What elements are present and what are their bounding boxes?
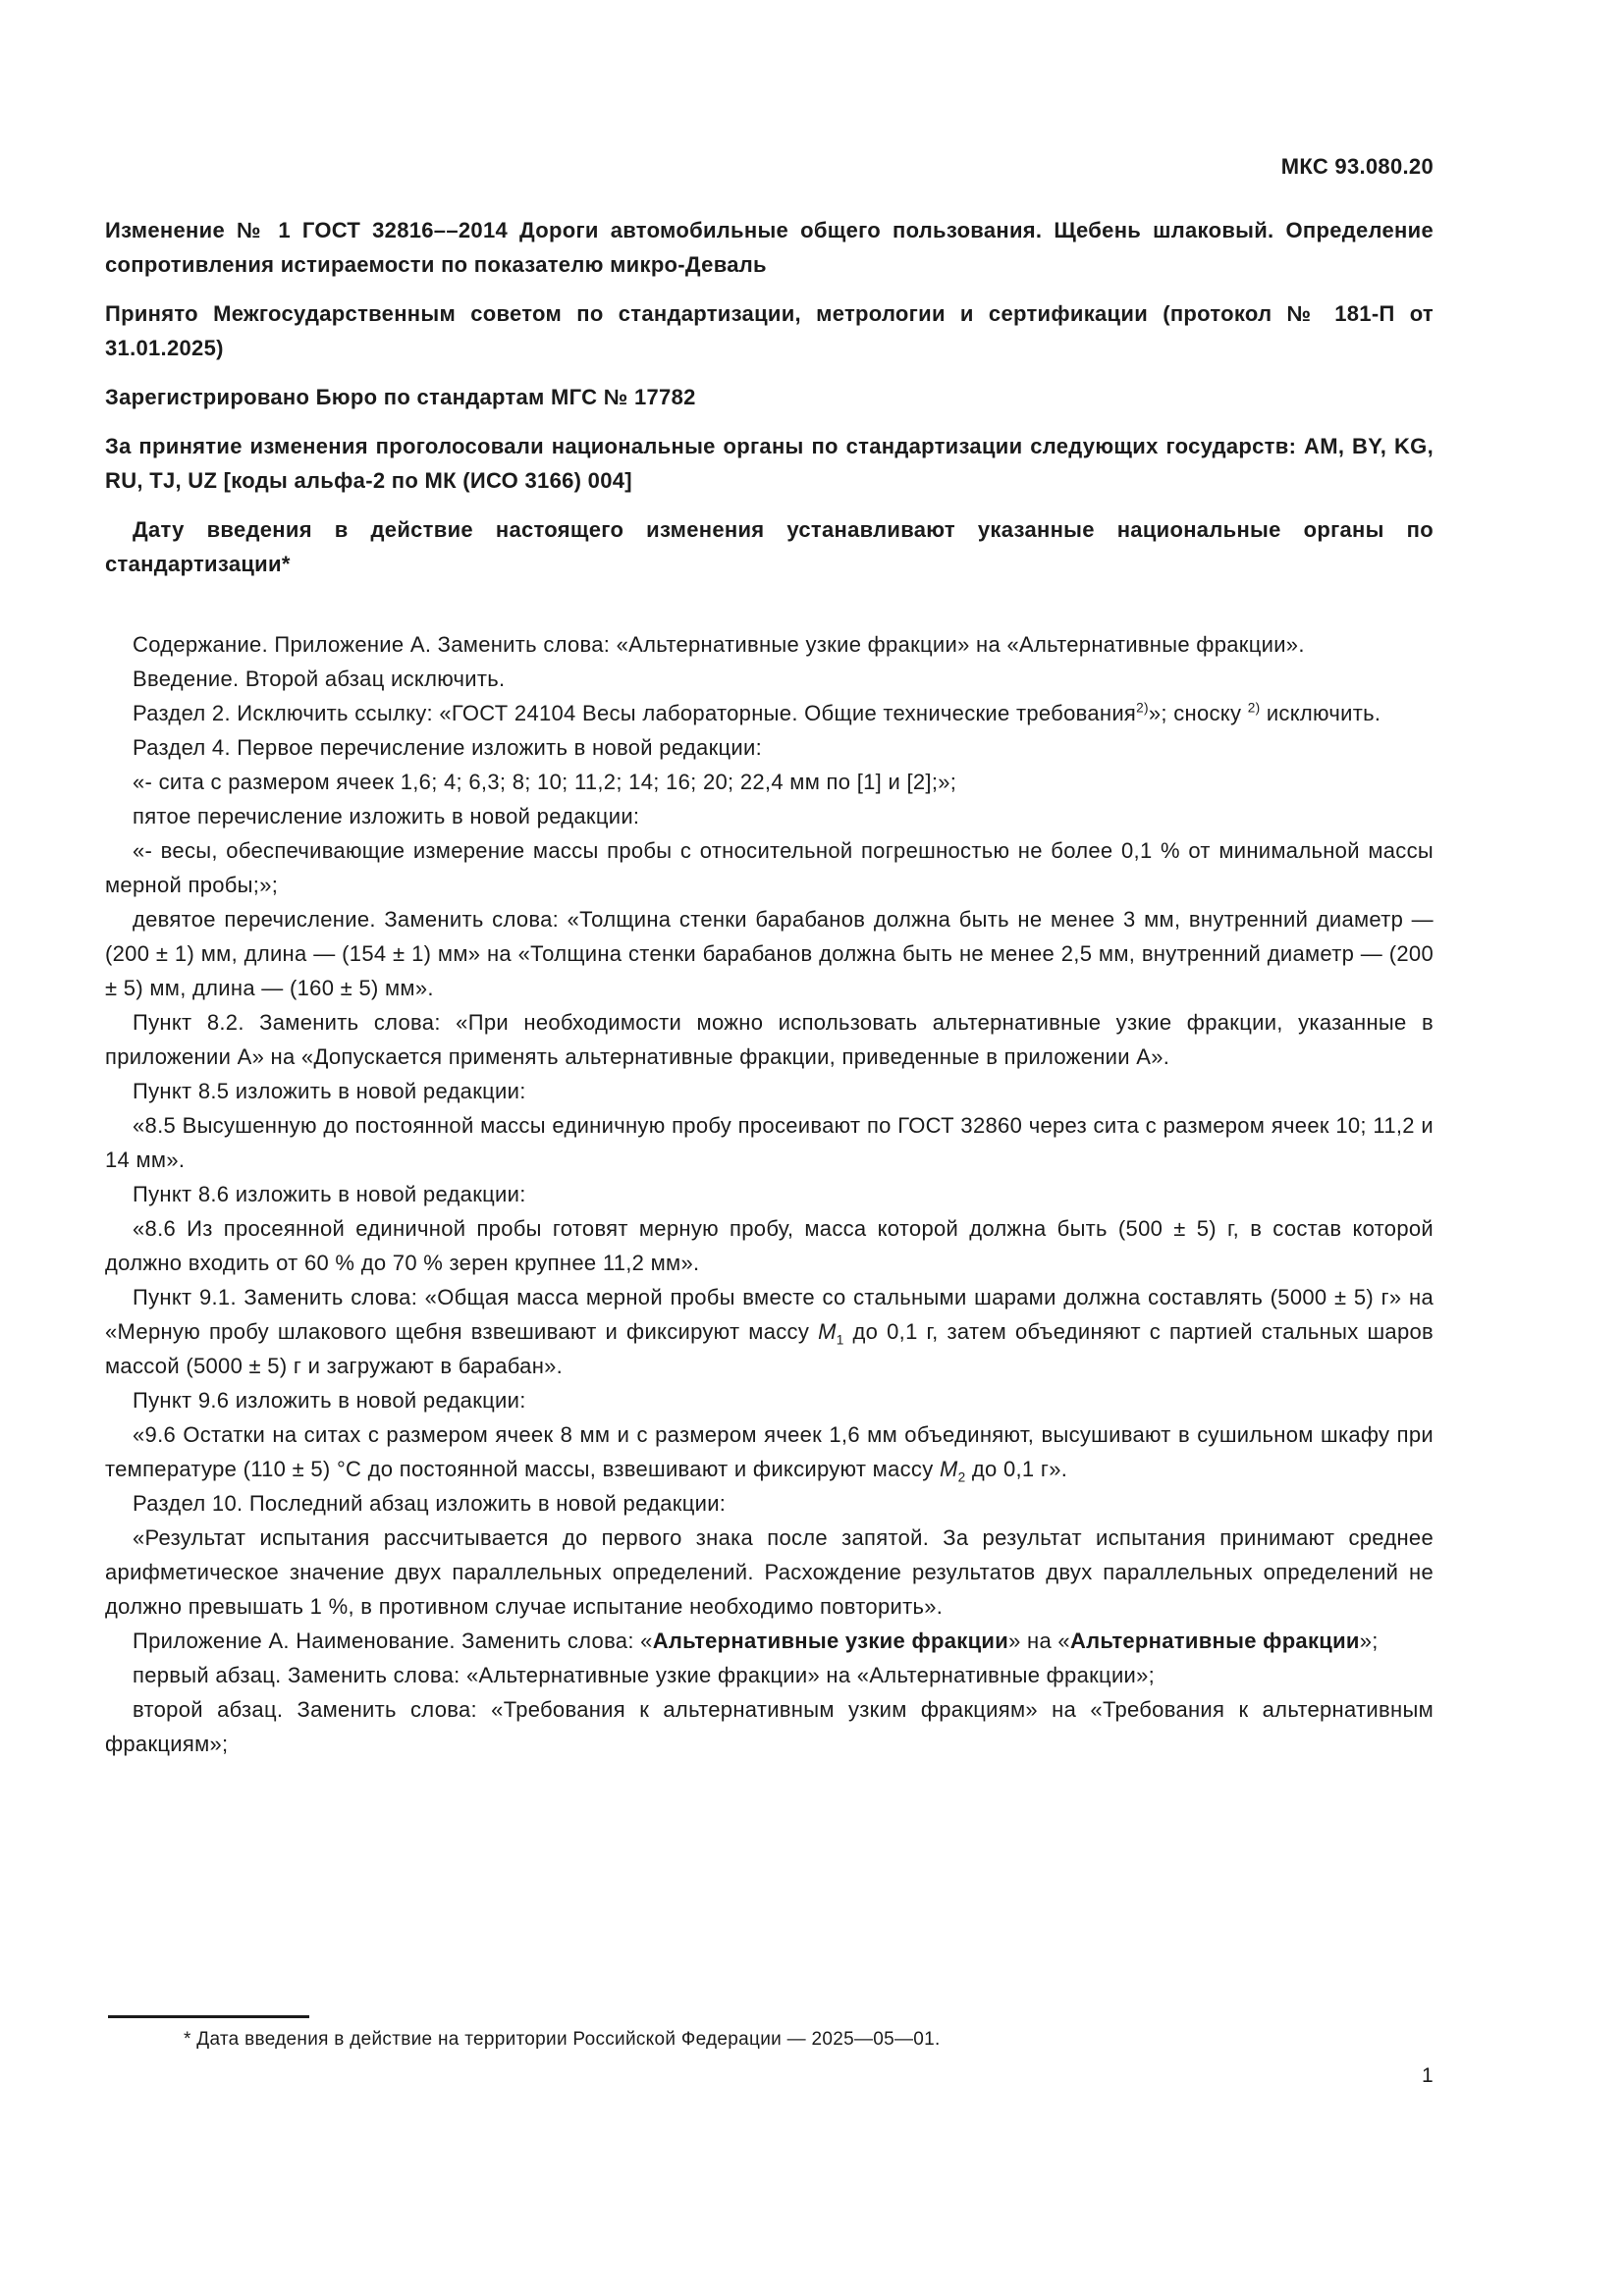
change-contents xyxy=(105,627,1434,662)
text-run: Принято Межгосударственным советом по стандартизации, метрологии и сертификации (протокол № 181-П от 31.01.2025) xyxy=(105,301,1434,360)
text-run: 2) xyxy=(1247,700,1261,716)
section-4-first-item-text xyxy=(105,765,1434,799)
section-4-ninth-item xyxy=(105,902,1434,1005)
effective-date-statement xyxy=(105,512,1434,581)
text-run: Пункт 9.1. Заменить слова: «Общая масса мерной пробы вместе со стальными шарами должна составлять (5000 ± 5) г» на «Мерную пробу шлакового щебня взвешивают и фиксируют массу xyxy=(105,1285,1434,1344)
section-4-fifth-item-text xyxy=(105,833,1434,902)
adoption-statement xyxy=(105,296,1434,365)
change-clause-8-2 xyxy=(105,1005,1434,1074)
text-run: Изменение № 1 ГОСТ 32816––2014 Дороги автомобильные общего пользования. Щебень шлаковый. Определение сопротивления истираемости по показателю микро-Деваль xyxy=(105,218,1434,277)
section-10-text xyxy=(105,1521,1434,1624)
change-section-4 xyxy=(105,730,1434,765)
text-run: «9.6 Остатки на ситах с размером ячеек 8 мм и с размером ячеек 1,6 мм объединяют, высушивают в сушильном шкафу при температуре (110 ± 5) °С до постоянной массы, взвешивают и фиксируют массу xyxy=(105,1422,1434,1481)
amendment-title xyxy=(105,213,1434,282)
text-run: исключить. xyxy=(1260,701,1381,725)
text-run: Введение. Второй абзац исключить. xyxy=(133,667,506,691)
change-appendix-a-title xyxy=(105,1624,1434,1658)
clause-8-5-text xyxy=(105,1108,1434,1177)
text-run: «8.6 Из просеянной единичной пробы готовят мерную пробу, масса которой должна быть (500 ± 5) г, в состав которой должно входить от 60 % до 70 % зерен крупнее 11,2 мм». xyxy=(105,1216,1434,1275)
text-run: Раздел 10. Последний абзац изложить в новой редакции: xyxy=(133,1491,727,1516)
text-run: первый абзац. Заменить слова: «Альтернативные узкие фракции» на «Альтернативные фракции»; xyxy=(133,1663,1156,1687)
text-run: до 0,1 г». xyxy=(965,1457,1068,1481)
text-run: Дату введения в действие настоящего изменения устанавливают указанные национальные органы по стандартизации* xyxy=(105,517,1434,576)
text-run: Альтернативные фракции xyxy=(1069,1629,1360,1653)
text-run: »; xyxy=(1359,1629,1379,1653)
change-section-2 xyxy=(105,696,1434,730)
text-run: Раздел 4. Первое перечисление изложить в новой редакции: xyxy=(133,735,762,760)
footnote: * Дата введения в действие на территории Российской Федерации — 2025—05—01. xyxy=(184,2029,941,2050)
text-run: 1 xyxy=(836,1332,844,1348)
change-section-10 xyxy=(105,1486,1434,1521)
footnote-divider xyxy=(108,2015,309,2018)
text-run: «- сита с размером ячеек 1,6; 4; 6,3; 8; 10; 11,2; 14; 16; 20; 22,4 мм по [1] и [2];»; xyxy=(133,770,957,794)
clause-8-6-text xyxy=(105,1211,1434,1280)
text-run: Пункт 8.6 изложить в новой редакции: xyxy=(133,1182,526,1206)
text-run: девятое перечисление. Заменить слова: «Толщина стенки барабанов должна быть не менее 3 мм, внутренний диаметр — (200 ± 1) мм, длина — (154 ± 1) мм» на «Толщина стенки барабанов должна быть не менее 2,5 мм, внутренний диаметр — (200 ± 5) мм, длина — (160 ± 5) мм». xyxy=(105,907,1434,1000)
text-run: пятое перечисление изложить в новой редакции: xyxy=(133,804,640,828)
text-run: 2 xyxy=(957,1469,966,1485)
page-number: 1 xyxy=(1422,2064,1434,2087)
text-run: «Результат испытания рассчитывается до первого знака после запятой. За результат испытания принимают среднее арифметическое значение двух параллельных определений. Расхождение результатов двух параллельных определений не должно превышать 1 %, в противном случае испытание необходимо повторить». xyxy=(105,1525,1434,1619)
text-run: Пункт 8.2. Заменить слова: «При необходимости можно использовать альтернативные узкие фракции, указанные в приложении А» на «Допускается применять альтернативные фракции, приведенные в приложении А». xyxy=(105,1010,1434,1069)
text-run: За принятие изменения проголосовали национальные органы по стандартизации следующих государств: AM, BY, KG, RU, TJ, UZ [коды альфа-2 по МК (ИСО 3166) 004] xyxy=(105,434,1434,493)
text-run: Приложение А. Наименование. Заменить слова: « xyxy=(133,1629,653,1653)
text-run: Пункт 8.5 изложить в новой редакции: xyxy=(133,1079,526,1103)
registration-statement xyxy=(105,380,1434,414)
text-run: Пункт 9.6 изложить в новой редакции: xyxy=(133,1388,526,1413)
voting-statement xyxy=(105,429,1434,498)
change-clause-8-5 xyxy=(105,1074,1434,1108)
change-clause-9-6 xyxy=(105,1383,1434,1417)
change-clause-8-6 xyxy=(105,1177,1434,1211)
text-run: «8.5 Высушенную до постоянной массы единичную пробу просеивают по ГОСТ 32860 через сита с размером ячеек 10; 11,2 и 14 мм». xyxy=(105,1113,1434,1172)
text-run: Альтернативные узкие фракции xyxy=(652,1629,1009,1653)
change-appendix-a-first xyxy=(105,1658,1434,1692)
text-run: M xyxy=(818,1319,837,1344)
text-run: »; сноску xyxy=(1148,701,1248,725)
clause-9-6-text xyxy=(105,1417,1434,1486)
text-run: «- весы, обеспечивающие измерение массы пробы с относительной погрешностью не более 0,1 % от минимальной массы мерной пробы;»; xyxy=(105,838,1434,897)
text-run: до 0,1 г, затем объединяют с партией стальных шаров массой (5000 ± 5) г и загружают в барабан». xyxy=(105,1319,1434,1378)
change-clause-9-1 xyxy=(105,1280,1434,1383)
text-run: » на « xyxy=(1008,1629,1070,1653)
text-run: M xyxy=(939,1457,958,1481)
text-run: второй абзац. Заменить слова: «Требования к альтернативным узким фракциям» на «Требования к альтернативным фракциям»; xyxy=(105,1697,1434,1756)
change-appendix-a-second xyxy=(105,1692,1434,1761)
text-run: Раздел 2. Исключить ссылку: «ГОСТ 24104 Весы лабораторные. Общие технические требования xyxy=(133,701,1137,725)
text-run: 2) xyxy=(1136,700,1149,716)
ics-code: МКС 93.080.20 xyxy=(1280,154,1434,179)
document-body xyxy=(105,213,1434,1761)
section-4-fifth-item xyxy=(105,799,1434,833)
change-introduction xyxy=(105,662,1434,696)
text-run: Зарегистрировано Бюро по стандартам МГС № 17782 xyxy=(105,385,696,409)
text-run: Содержание. Приложение А. Заменить слова: «Альтернативные узкие фракции» на «Альтернативные фракции». xyxy=(133,632,1305,657)
